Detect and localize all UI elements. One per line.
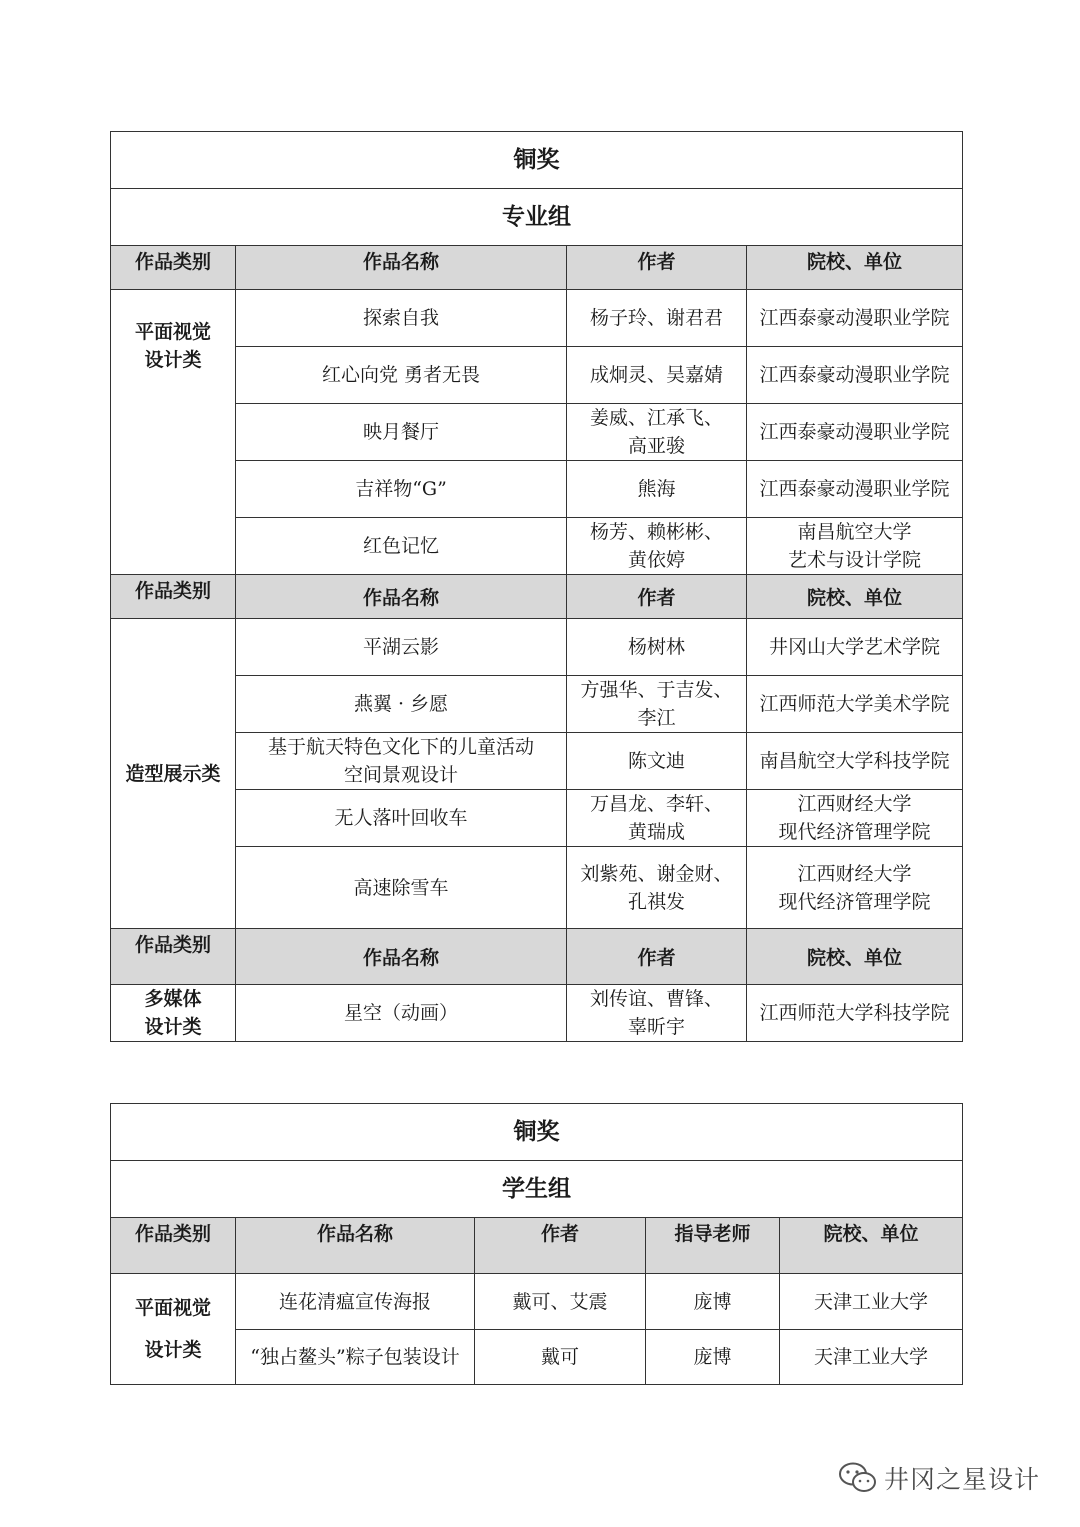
work-title: 高速除雪车 — [236, 847, 567, 929]
work-school: 江西师范大学科技学院 — [747, 985, 963, 1042]
work-teacher: 庞博 — [646, 1330, 780, 1385]
header-author: 作者 — [567, 246, 747, 290]
work-school: 江西泰豪动漫职业学院 — [747, 461, 963, 518]
work-title: 燕翼 · 乡愿 — [236, 676, 567, 733]
work-school: 江西财经大学 现代经济管理学院 — [747, 847, 963, 929]
work-author: 戴可 — [475, 1330, 646, 1385]
work-author: 杨树林 — [567, 619, 747, 676]
work-author: 杨子玲、谢君君 — [567, 290, 747, 347]
work-author: 万昌龙、李轩、 黄瑞成 — [567, 790, 747, 847]
award-title: 铜奖 — [111, 132, 963, 189]
header-author: 作者 — [567, 575, 747, 619]
header-author: 作者 — [475, 1218, 646, 1274]
header-school: 院校、单位 — [747, 929, 963, 985]
category-cell: 造型展示类 — [111, 619, 236, 929]
group-title: 专业组 — [111, 189, 963, 246]
watermark — [838, 1456, 1058, 1500]
work-author: 熊海 — [567, 461, 747, 518]
category-cell: 平面视觉 设计类 — [111, 290, 236, 575]
work-author: 方强华、于吉发、 李江 — [567, 676, 747, 733]
work-title: 无人落叶回收车 — [236, 790, 567, 847]
work-author: 陈文迪 — [567, 733, 747, 790]
category-cell: 多媒体 设计类 — [111, 985, 236, 1042]
category-cell: 平面视觉 设计类 — [111, 1274, 236, 1385]
work-author: 杨芳、赖彬彬、 黄依婷 — [567, 518, 747, 575]
work-author: 刘紫苑、谢金财、 孔祺发 — [567, 847, 747, 929]
work-author: 戴可、艾震 — [475, 1274, 646, 1330]
header-title: 作品名称 — [236, 1218, 475, 1274]
bronze-professional-table — [110, 131, 963, 1042]
work-school: 江西财经大学 现代经济管理学院 — [747, 790, 963, 847]
header-school: 院校、单位 — [747, 575, 963, 619]
header-teacher: 指导老师 — [646, 1218, 780, 1274]
work-school: 江西师范大学美术学院 — [747, 676, 963, 733]
work-title: 连花清瘟宣传海报 — [236, 1274, 475, 1330]
work-school: 江西泰豪动漫职业学院 — [747, 404, 963, 461]
work-school: 天津工业大学 — [780, 1274, 963, 1330]
watermark-text: 井冈之星设计 — [884, 1465, 1041, 1494]
work-school: 南昌航空大学科技学院 — [747, 733, 963, 790]
work-title: 红色记忆 — [236, 518, 567, 575]
work-school: 天津工业大学 — [780, 1330, 963, 1385]
work-title: 基于航天特色文化下的儿童活动 空间景观设计 — [236, 733, 567, 790]
header-category: 作品类别 — [111, 246, 236, 290]
header-category: 作品类别 — [111, 1218, 236, 1274]
wechat-icon — [838, 1461, 878, 1495]
work-title: 红心向党 勇者无畏 — [236, 347, 567, 404]
work-school: 井冈山大学艺术学院 — [747, 619, 963, 676]
header-category: 作品类别 — [111, 929, 236, 985]
work-title: “独占鳌头”粽子包装设计 — [236, 1330, 475, 1385]
header-title: 作品名称 — [236, 246, 567, 290]
work-title: 探索自我 — [236, 290, 567, 347]
header-author: 作者 — [567, 929, 747, 985]
work-author: 姜威、江承飞、 高亚骏 — [567, 404, 747, 461]
work-teacher: 庞博 — [646, 1274, 780, 1330]
work-title: 平湖云影 — [236, 619, 567, 676]
bronze-student-table — [110, 1103, 963, 1385]
header-title: 作品名称 — [236, 575, 567, 619]
work-author: 刘传谊、曹锋、 辜昕宇 — [567, 985, 747, 1042]
group-title: 学生组 — [111, 1161, 963, 1218]
work-author: 成炯灵、吴嘉婧 — [567, 347, 747, 404]
header-category: 作品类别 — [111, 575, 236, 619]
header-school: 院校、单位 — [780, 1218, 963, 1274]
work-school: 南昌航空大学 艺术与设计学院 — [747, 518, 963, 575]
header-school: 院校、单位 — [747, 246, 963, 290]
work-title: 映月餐厅 — [236, 404, 567, 461]
work-school: 江西泰豪动漫职业学院 — [747, 290, 963, 347]
work-school: 江西泰豪动漫职业学院 — [747, 347, 963, 404]
header-title: 作品名称 — [236, 929, 567, 985]
work-title: 星空（动画） — [236, 985, 567, 1042]
award-title: 铜奖 — [111, 1104, 963, 1161]
work-title: 吉祥物“G” — [236, 461, 567, 518]
